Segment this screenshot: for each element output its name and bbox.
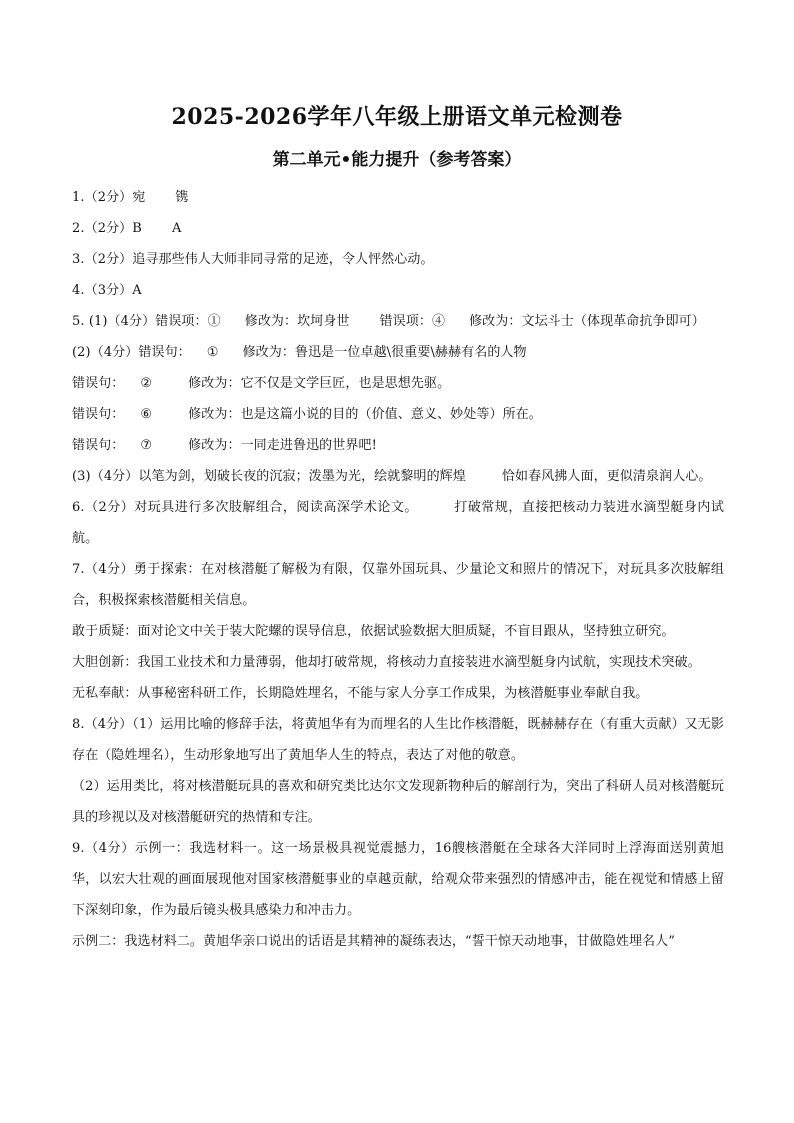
answer-7-explore: 7.（4分）勇于探索：在对核潜艇了解极为有限，仅靠外国玩具、少量论文和照片的情况下，对玩具多次肢解组合，积极探索核潜艇相关信息。: [72, 562, 724, 608]
answer-5-2-item-2: [72, 368, 724, 399]
answer-5-2-num: ①: [206, 345, 219, 360]
answer-5-3: [72, 461, 724, 492]
error-label: 错误句：: [72, 438, 125, 453]
answers-body: [72, 182, 724, 957]
answer-4: 4.（3分）A: [72, 283, 142, 298]
answer-1: [72, 182, 724, 213]
answer-9-example-2: 示例二：我选材料二。黄旭华亲口说出的话语是其精神的凝练表达，“誓干惊天动地事，甘做隐姓埋名人”: [72, 934, 675, 949]
answer-2: [72, 213, 724, 244]
answer-2-a: 2.（2分）B: [72, 221, 142, 236]
page-title: 2025-2026学年八年级上册语文单元检测卷: [171, 104, 623, 130]
error-num: ⑥: [140, 407, 153, 422]
answer-7-devote: 无私奉献：从事秘密科研工作，长期隐姓埋名，不能与家人分享工作成果，为核潜艇事业奉献自我。: [72, 686, 649, 701]
answer-2-b: A: [171, 221, 182, 236]
answer-1-a: 1.（2分）宛: [72, 190, 146, 205]
page-subtitle: 第二单元•能力提升（参考答案）: [272, 150, 522, 170]
error-fix: 修改为：一同走进鲁迅的世界吧!: [188, 438, 377, 453]
answer-6-b: 打破常规，直接把核动力装进水滴型艇身内试航。: [72, 500, 724, 546]
answer-3: 3.（2分）追寻那些伟人大师非同寻常的足迹，令人怦然心动。: [72, 252, 434, 267]
answer-5-1-fix-a: 修改为：坎坷身世: [244, 314, 350, 329]
answer-5-1: [72, 306, 724, 337]
answer-5-2-item-7: [72, 430, 724, 461]
answer-5-1-error-a: 5. (1)（4分）错误项：①: [72, 314, 221, 329]
error-fix: 修改为：也是这篇小说的目的（价值、意义、妙处等）所在。: [188, 407, 542, 422]
answer-6: [72, 492, 724, 554]
answer-5-2-label: (2)（4分）错误句：: [72, 345, 191, 360]
answer-8-1: 8.（4分）（1）运用比喻的修辞手法，将黄旭华有为而埋名的人生比作核潜艇，既赫赫存在（有重大贡献）又无影存在（隐姓埋名），生动形象地写出了黄旭华人生的特点，表达了对他的敬意。: [72, 717, 724, 763]
answer-5-1-error-b: 错误项：④: [379, 314, 446, 329]
answer-5-2-item-6: [72, 399, 724, 430]
answer-7-innovate: 大胆创新：我国工业技术和力量薄弱，他却打破常规，将核动力直接装进水滴型艇身内试航，实现技术突破。: [72, 655, 701, 670]
answer-5-3-a: (3)（4分）以笔为剑，划破长夜的沉寂；泼墨为光，绘就黎明的辉煌: [72, 469, 466, 484]
answer-7-question: 敢于质疑：面对论文中关于装大陀螺的误导信息，依据试验数据大胆质疑，不盲目跟从，坚持独立研究。: [72, 624, 675, 639]
answer-6-a: 6.（2分）对玩具进行多次肢解组合，阅读高深学术论文。: [72, 500, 418, 515]
answer-5-3-b: 恰如春风拂人面，更似清泉润人心。: [501, 469, 712, 484]
error-num: ⑦: [140, 438, 153, 453]
error-label: 错误句：: [72, 376, 125, 391]
answer-5-2-fix: 修改为：鲁迅是一位卓越\很重要\赫赫有名的人物: [242, 345, 527, 360]
answer-1-b: 镌: [175, 190, 189, 205]
answer-5-2: [72, 337, 724, 368]
answer-8-2: （2）运用类比，将对核潜艇玩具的喜欢和研究类比达尔文发现新物种后的解剖行为，突出了科研人员对核潜艇玩具的珍视以及对核潜艇研究的热情和专注。: [72, 779, 724, 825]
error-num: ②: [140, 376, 153, 391]
answer-5-1-fix-b: 修改为：文坛斗士（体现革命抗争即可）: [469, 314, 705, 329]
error-label: 错误句：: [72, 407, 125, 422]
error-fix: 修改为：它不仅是文学巨匠，也是思想先驱。: [188, 376, 451, 391]
answer-9-example-1: 9.（4分）示例一：我选材料一。这一场景极具视觉震撼力，16艘核潜艇在全球各大洋同时上浮海面送别黄旭华，以宏大壮观的画面展现他对国家核潜艇事业的卓越贡献，给观众带来强烈的情感冲击，能在视觉和情感上留下深刻印象，作为最后镜头极具感染力和冲击力。: [72, 841, 724, 918]
